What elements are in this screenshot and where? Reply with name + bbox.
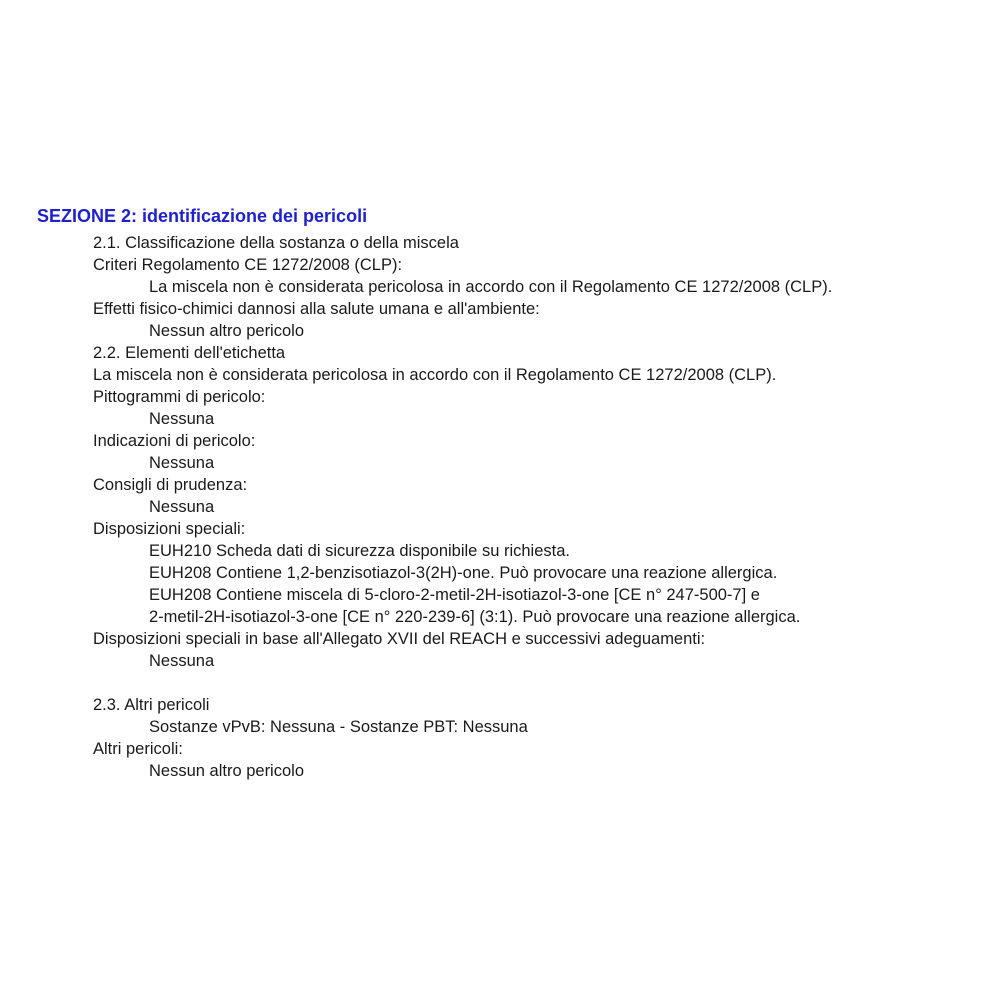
euh208-statement-1: EUH208 Contiene 1,2-benzisotiazol-3(2H)-one. Può provocare una reazione allergica.	[149, 564, 778, 582]
effects-value: Nessun altro pericolo	[149, 322, 304, 340]
pictograms-value: Nessuna	[149, 410, 215, 428]
precautionary-statements-label: Consigli di prudenza:	[93, 476, 248, 494]
precautionary-statements-value: Nessuna	[149, 498, 215, 516]
subsection-2-2-heading: 2.2. Elementi dell'etichetta	[93, 344, 286, 362]
pictograms-label: Pittogrammi di pericolo:	[93, 388, 266, 406]
hazard-statements-value: Nessuna	[149, 454, 215, 472]
euh208-statement-2-cont: 2-metil-2H-isotiazol-3-one [CE n° 220-239-6] (3:1). Può provocare una reazione allergica.	[149, 608, 801, 626]
clp-classification-text: La miscela non è considerata pericolosa in accordo con il Regolamento CE 1272/2008 (CLP).	[149, 278, 833, 296]
effects-label: Effetti fisico-chimici dannosi alla salute umana e all'ambiente:	[93, 300, 540, 318]
hazard-statements-label: Indicazioni di pericolo:	[93, 432, 256, 450]
section-title: SEZIONE 2: identificazione dei pericoli	[37, 206, 368, 226]
subsection-2-1-heading: 2.1. Classificazione della sostanza o della miscela	[93, 234, 459, 252]
label-elements-text: La miscela non è considerata pericolosa in accordo con il Regolamento CE 1272/2008 (CLP).	[93, 366, 777, 384]
other-hazards-label: Altri pericoli:	[93, 740, 183, 758]
clp-criteria-label: Criteri Regolamento CE 1272/2008 (CLP):	[93, 256, 403, 274]
vpvb-pbt-value: Sostanze vPvB: Nessuna - Sostanze PBT: Nessuna	[149, 718, 528, 736]
euh210-statement: EUH210 Scheda dati di sicurezza disponibile su richiesta.	[149, 542, 570, 560]
reach-annex-value: Nessuna	[149, 652, 215, 670]
special-provisions-label: Disposizioni speciali:	[93, 520, 246, 538]
euh208-statement-2: EUH208 Contiene miscela di 5-cloro-2-metil-2H-isotiazol-3-one [CE n° 247-500-7] e	[149, 586, 760, 604]
other-hazards-value: Nessun altro pericolo	[149, 762, 304, 780]
subsection-2-3-heading: 2.3. Altri pericoli	[93, 696, 210, 714]
reach-annex-label: Disposizioni speciali in base all'Allegato XVII del REACH e successivi adeguamenti:	[93, 630, 706, 648]
